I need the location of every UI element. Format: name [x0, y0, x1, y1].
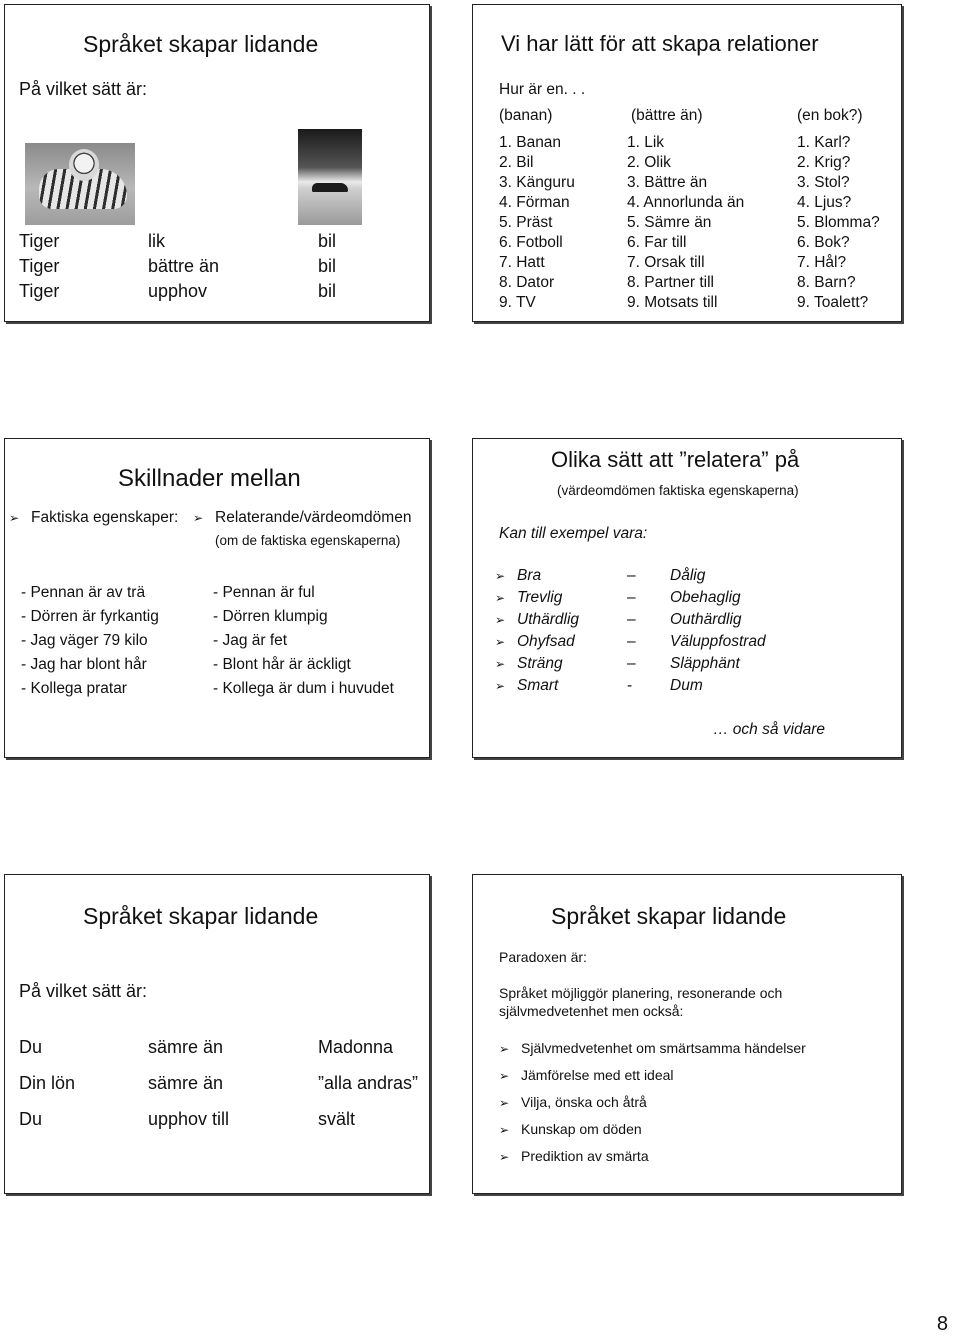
list-item: - Kollega är dum i huvudet	[213, 680, 394, 697]
list-item: 7. Hål?	[797, 254, 847, 271]
list-item: - Jag har blont hår	[21, 656, 147, 673]
slide-4-title: Olika sätt att ”relatera” på	[551, 447, 800, 472]
arrowhead-bullet-icon: ➢	[193, 511, 204, 525]
arrowhead-bullet-icon: ➢	[495, 591, 506, 605]
slide-6-intro: Paradoxen är:	[499, 949, 587, 965]
list-item: 9. Toalett?	[797, 294, 869, 311]
list-item: 2. Olik	[627, 154, 671, 171]
list-item: 6. Bok?	[797, 234, 850, 251]
left-heading: ➢ Faktiska egenskaper:	[9, 509, 179, 526]
list-item: 9. Motsats till	[627, 294, 718, 311]
slide-3	[4, 438, 430, 758]
column-1-header: (banan)	[499, 107, 553, 124]
pair-dash: –	[627, 633, 636, 650]
row-1-relation: lik	[148, 231, 165, 251]
slide-4-intro: Kan till exempel vara:	[499, 525, 648, 542]
pair-opposite: Släpphänt	[670, 655, 740, 672]
list-item: 8. Dator	[499, 274, 555, 291]
arrowhead-bullet-icon: ➢	[499, 1150, 510, 1164]
row-2-relation: sämre än	[148, 1073, 224, 1093]
list-item: 2. Bil	[499, 154, 534, 171]
list-item: - Blont hår är äckligt	[213, 656, 351, 673]
pair-dash: –	[627, 611, 636, 628]
arrowhead-bullet-icon: ➢	[495, 569, 506, 583]
list-item: ➢ Jämförelse med ett ideal	[499, 1062, 806, 1089]
list-item: 3. Känguru	[499, 174, 575, 191]
arrowhead-bullet-icon: ➢	[499, 1096, 510, 1110]
right-heading: ➢ Relaterande/värdeomdömen	[193, 509, 412, 526]
pair-dash: –	[627, 589, 636, 606]
list-item: - Pennan är ful	[213, 584, 315, 601]
slide-1	[4, 4, 430, 322]
list-item: - Jag är fet	[213, 632, 288, 649]
pair-row: ➢ Sträng	[495, 655, 563, 672]
list-item: 7. Hatt	[499, 254, 545, 271]
list-item: 8. Barn?	[797, 274, 856, 291]
slide-1-subtitle: På vilket sätt är:	[19, 79, 148, 99]
row-1-object: Madonna	[318, 1037, 394, 1057]
slide-5-title: Språket skapar lidande	[83, 903, 319, 929]
pair-dash: –	[627, 567, 636, 584]
row-2-subject: Tiger	[19, 256, 60, 276]
list-item: ➢ Vilja, önska och åtrå	[499, 1089, 806, 1116]
column-3-list	[797, 133, 880, 313]
row-3-subject: Tiger	[19, 281, 60, 301]
list-item: 6. Far till	[627, 234, 687, 251]
arrowhead-bullet-icon: ➢	[495, 635, 506, 649]
car-photo	[298, 129, 362, 225]
pair-opposite: Dålig	[670, 567, 706, 584]
pair-row: ➢ Trevlig	[495, 589, 563, 606]
list-item: 6. Fotboll	[499, 234, 563, 251]
row-3-relation: upphov	[148, 281, 208, 301]
row-2-object: bil	[318, 256, 337, 276]
slide-6-bullets	[499, 1035, 806, 1170]
slide-4-subtitle: (värdeomdömen faktiska egenskaperna)	[557, 483, 799, 498]
pair-opposite: Outhärdlig	[670, 611, 742, 628]
pair-row: ➢ Bra	[495, 567, 542, 584]
list-item: ➢ Självmedvetenhet om smärtsamma händelser	[499, 1035, 806, 1062]
list-item: 5. Präst	[499, 214, 553, 231]
arrowhead-bullet-icon: ➢	[495, 679, 506, 693]
left-list	[21, 581, 159, 701]
column-1-list	[499, 133, 575, 313]
list-item: 1. Lik	[627, 134, 665, 151]
list-item: 5. Blomma?	[797, 214, 880, 231]
list-item: 4. Annorlunda än	[627, 194, 745, 211]
list-item: 9. TV	[499, 294, 536, 311]
tiger-photo	[25, 143, 135, 225]
slide-1-title: Språket skapar lidande	[83, 31, 319, 57]
list-item: 3. Bättre än	[627, 174, 708, 191]
pair-dash: –	[627, 655, 636, 672]
slide-4	[472, 438, 902, 758]
slide-5	[4, 874, 430, 1194]
list-item: 5. Sämre än	[627, 214, 712, 231]
pair-opposite: Obehaglig	[670, 589, 741, 606]
pair-dash: -	[627, 677, 633, 694]
arrowhead-bullet-icon: ➢	[499, 1042, 510, 1056]
row-3-subject: Du	[19, 1109, 43, 1129]
slide-6-paragraph-line-1: Språket möjliggör planering, resonerande och	[499, 985, 783, 1001]
pair-row: ➢ Uthärdlig	[495, 611, 580, 628]
arrowhead-bullet-icon: ➢	[499, 1123, 510, 1137]
column-2-header: (bättre än)	[631, 107, 703, 124]
list-item: - Kollega pratar	[21, 680, 127, 697]
list-item: 2. Krig?	[797, 154, 851, 171]
list-item: - Dörren klumpig	[213, 608, 328, 625]
column-2-list	[627, 133, 744, 313]
pair-opposite: Dum	[670, 677, 703, 694]
slide-6-title: Språket skapar lidande	[551, 903, 787, 929]
row-2-subject: Din lön	[19, 1073, 76, 1093]
row-3-object: bil	[318, 281, 337, 301]
list-item: 4. Förman	[499, 194, 570, 211]
row-1-subject: Du	[19, 1037, 43, 1057]
list-item: 1. Karl?	[797, 134, 851, 151]
slide-5-subtitle: På vilket sätt är:	[19, 981, 148, 1001]
row-2-object: ”alla andras”	[318, 1073, 419, 1093]
slide-2	[472, 4, 902, 322]
slide-2-intro: Hur är en. . .	[499, 81, 586, 98]
row-1-relation: sämre än	[148, 1037, 224, 1057]
arrowhead-bullet-icon: ➢	[9, 511, 20, 525]
page-number: 8	[936, 1313, 948, 1335]
slide-3-title: Skillnader mellan	[118, 465, 301, 492]
right-subheading: (om de faktiska egenskaperna)	[215, 533, 401, 548]
arrowhead-bullet-icon: ➢	[495, 613, 506, 627]
list-item: 1. Banan	[499, 134, 562, 151]
list-item: - Jag väger 79 kilo	[21, 632, 148, 649]
right-list	[213, 581, 394, 701]
arrowhead-bullet-icon: ➢	[499, 1069, 510, 1083]
list-item: ➢ Prediktion av smärta	[499, 1143, 806, 1170]
pair-opposite: Väluppfostrad	[670, 633, 766, 650]
row-2-relation: bättre än	[148, 256, 220, 276]
arrowhead-bullet-icon: ➢	[495, 657, 506, 671]
list-item: 8. Partner till	[627, 274, 715, 291]
pair-row: ➢ Ohyfsad	[495, 633, 575, 650]
list-item: 7. Orsak till	[627, 254, 705, 271]
list-item: ➢ Kunskap om döden	[499, 1116, 806, 1143]
slide-6	[472, 874, 902, 1194]
row-3-relation: upphov till	[148, 1109, 230, 1129]
slide-6-paragraph-line-2: självmedvetenhet men också:	[499, 1003, 684, 1019]
list-item: 4. Ljus?	[797, 194, 852, 211]
list-item: - Pennan är av trä	[21, 584, 146, 601]
row-1-object: bil	[318, 231, 337, 251]
pair-row: ➢ Smart	[495, 677, 559, 694]
slide-2-title: Vi har lätt för att skapa relationer	[501, 31, 819, 56]
column-3-header: (en bok?)	[797, 107, 863, 124]
list-item: 3. Stol?	[797, 174, 850, 191]
slide-4-footer: … och så vidare	[713, 721, 825, 738]
row-1-subject: Tiger	[19, 231, 60, 251]
row-3-object: svält	[318, 1109, 356, 1129]
list-item: - Dörren är fyrkantig	[21, 608, 159, 625]
